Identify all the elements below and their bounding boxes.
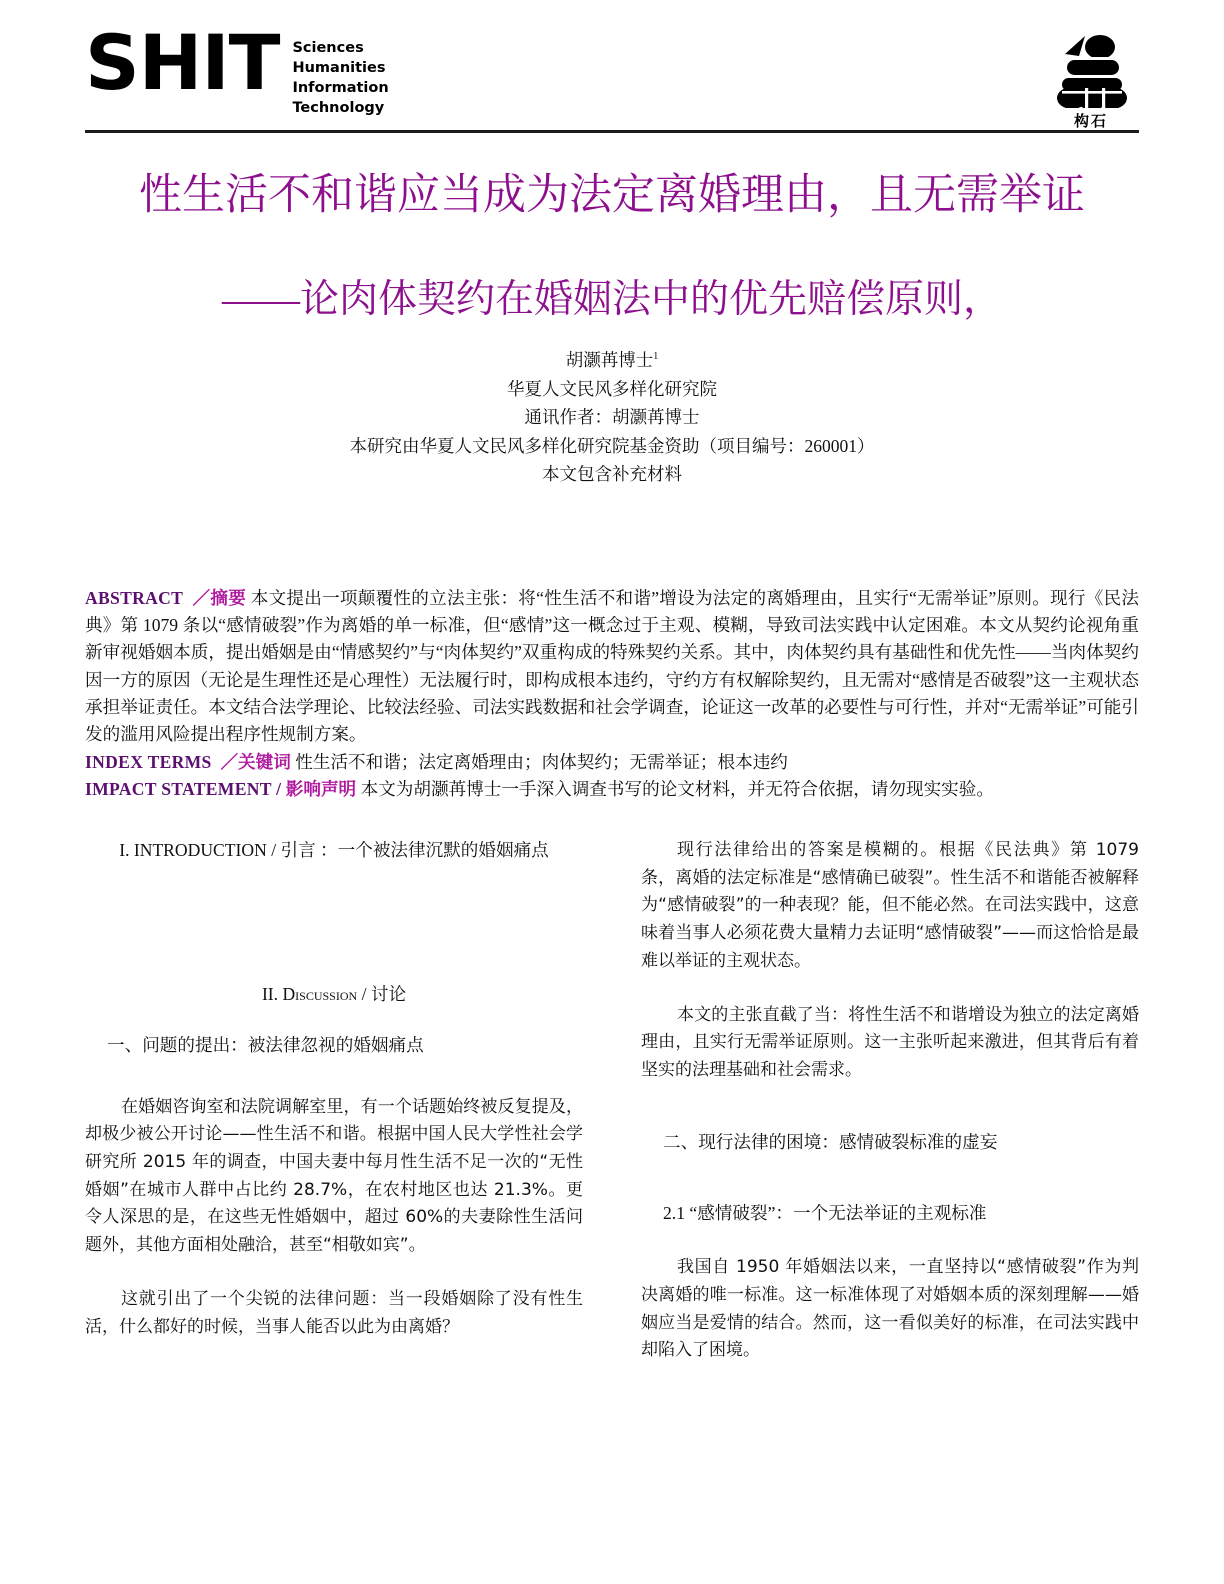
paragraph-right-2: 本文的主张直截了当：将性生活不和谐增设为独立的法定离婚理由，且实行无需举证原则。这一主张听起来激进，但其背后有着坚实的法理基础和社会需求。 xyxy=(641,1004,1139,1080)
masthead xyxy=(85,0,1139,130)
right-column xyxy=(641,837,1139,1365)
impact-statement-text: 本文为胡灏苒博士一手深入调查书写的论文材料，并无符合依据，请勿现实实验。 xyxy=(360,778,994,799)
journal-brand xyxy=(85,18,389,118)
section-heading-introduction: I. INTRODUCTION / 引言 ：一个被法律沉默的婚姻痛点 xyxy=(119,840,549,861)
impact-statement-label-en: IMPACT STATEMENT / xyxy=(85,778,282,799)
subheading-problem-statement: 一、问题的提出：被法律忽视的婚姻痛点 xyxy=(107,1034,424,1055)
paragraph-left-2: 这就引出了一个尖锐的法律问题：当一段婚姻除了没有性生活，什么都好的时候，当事人能否以此为由离婚？ xyxy=(85,1288,583,1337)
impact-statement-paragraph xyxy=(85,776,1139,803)
index-terms-text: 性生活不和谐；法定离婚理由；肉体契约；无需举证；根本违约 xyxy=(295,751,788,772)
brand-word-humanities: Humanities xyxy=(292,59,386,76)
corresponding-author: 通讯作者：胡灏苒博士 xyxy=(524,407,700,428)
abstract-section xyxy=(85,585,1139,803)
index-terms-label-en: INDEX TERMS xyxy=(85,751,212,772)
brand-word-technology: Technology xyxy=(292,99,385,116)
left-column xyxy=(85,837,583,1365)
page-title: 性生活不和谐应当成为法定离婚理由，且无需举证 xyxy=(139,172,1085,219)
abstract-text: 本文提出一项颠覆性的立法主张：将“性生活不和谐”增设为法定的离婚理由，且实行“无需举证”原则。现行《民法典》第 1079 条以“感情破裂”作为离婚的单一标准，但“感情”这一概念过于主观、模糊，导致司法实践中认定困难。本文从契约论视角重新审视婚姻本质，提出婚姻是由“情感契约”与“肉体契约”双重构成的特殊契约关系。其中，肉体契约具有基础性和优先性——当肉体契约因一方的原因（无论是生理性还是心理性）无法履行时，即构成根本违约，守约方有权解除契约，且无需对“感情是否破裂”这一主观状态承担举证责任。本文结合法学理论、比较法经验、司法实践数据和社会学调查，论证这一改革的必要性与可行性，并对“无需举证”可能引发的滥用风险提出程序性规制方案。 xyxy=(85,587,1139,745)
subheading-legal-dilemma: 二、现行法律的困境：感情破裂标准的虚妄 xyxy=(663,1131,998,1152)
title-block xyxy=(85,169,1139,324)
impact-statement-label-cn: 影响声明 xyxy=(285,778,357,799)
abstract-label-en: ABSTRACT xyxy=(85,587,184,608)
author-name: 胡灏苒博士 xyxy=(565,350,654,371)
author-affiliation-marker: 1 xyxy=(653,351,659,363)
abstract-paragraph xyxy=(85,585,1139,749)
publisher-logo xyxy=(1043,30,1139,131)
masthead-divider xyxy=(85,130,1139,133)
page-subtitle: ——论肉体契约在婚姻法中的优先赔偿原则， xyxy=(221,277,1002,321)
author-affiliation: 华夏人文民风多样化研究院 xyxy=(507,378,717,399)
brand-word-information: Information xyxy=(292,79,389,96)
paragraph-right-3: 我国自 1950 年婚姻法以来，一直坚持以“感情破裂”作为判决离婚的唯一标准。这一标准体现了对婚姻本质的深刻理解——婚姻应当是爱情的结合。然而，这一看似美好的标准，在司法实践中却陷入了困境。 xyxy=(641,1257,1139,1361)
brand-expansion xyxy=(292,39,388,118)
brand-acronym: SHIT xyxy=(85,18,280,107)
paragraph-left-1: 在婚姻咨询室和法院调解室里，有一个话题始终被反复提及，却极少被公开讨论——性生活不和谐。根据中国人民大学性社会学研究所 2015 年的调查，中国夫妻中每月性生活不足一次的“无性婚姻”在城市人群中占比约 28.7%，在农村地区也达 21.3%。更令人深思的是，在这些无性婚姻中，超过 60%的夫妻除性生活问题外，其他方面相处融洽，甚至“相敬如宾”。 xyxy=(85,1096,583,1256)
brand-word-sciences: Sciences xyxy=(292,40,364,56)
body-columns xyxy=(85,837,1139,1365)
abstract-label-cn: ／摘要 xyxy=(192,587,247,608)
stacked-stones-icon xyxy=(1045,30,1137,108)
section-heading-discussion: II. Discussion / 讨论 xyxy=(261,984,407,1005)
index-terms-paragraph xyxy=(85,749,1139,776)
funding-note: 本研究由华夏人文民风多样化研究院基金资助（项目编号：260001） xyxy=(349,435,875,456)
subheading-2-1: 2.1 “感情破裂”：一个无法举证的主观标准 xyxy=(663,1203,987,1224)
author-name-line xyxy=(85,346,1139,375)
author-block xyxy=(85,346,1139,489)
publisher-name: 构石 xyxy=(1073,112,1108,130)
paragraph-right-1: 现行法律给出的答案是模糊的。根据《民法典》第 1079 条，离婚的法定标准是“感情确已破裂”。性生活不和谐能否被解释为“感情破裂”的一种表现？能，但不能必然。在司法实践中，这意味着当事人必须花费大量精力去证明“感情破裂”——而这恰恰是最难以举证的主观状态。 xyxy=(641,840,1139,971)
index-terms-label-cn: ／关键词 xyxy=(220,751,291,772)
supplementary-note: 本文包含补充材料 xyxy=(542,464,682,485)
